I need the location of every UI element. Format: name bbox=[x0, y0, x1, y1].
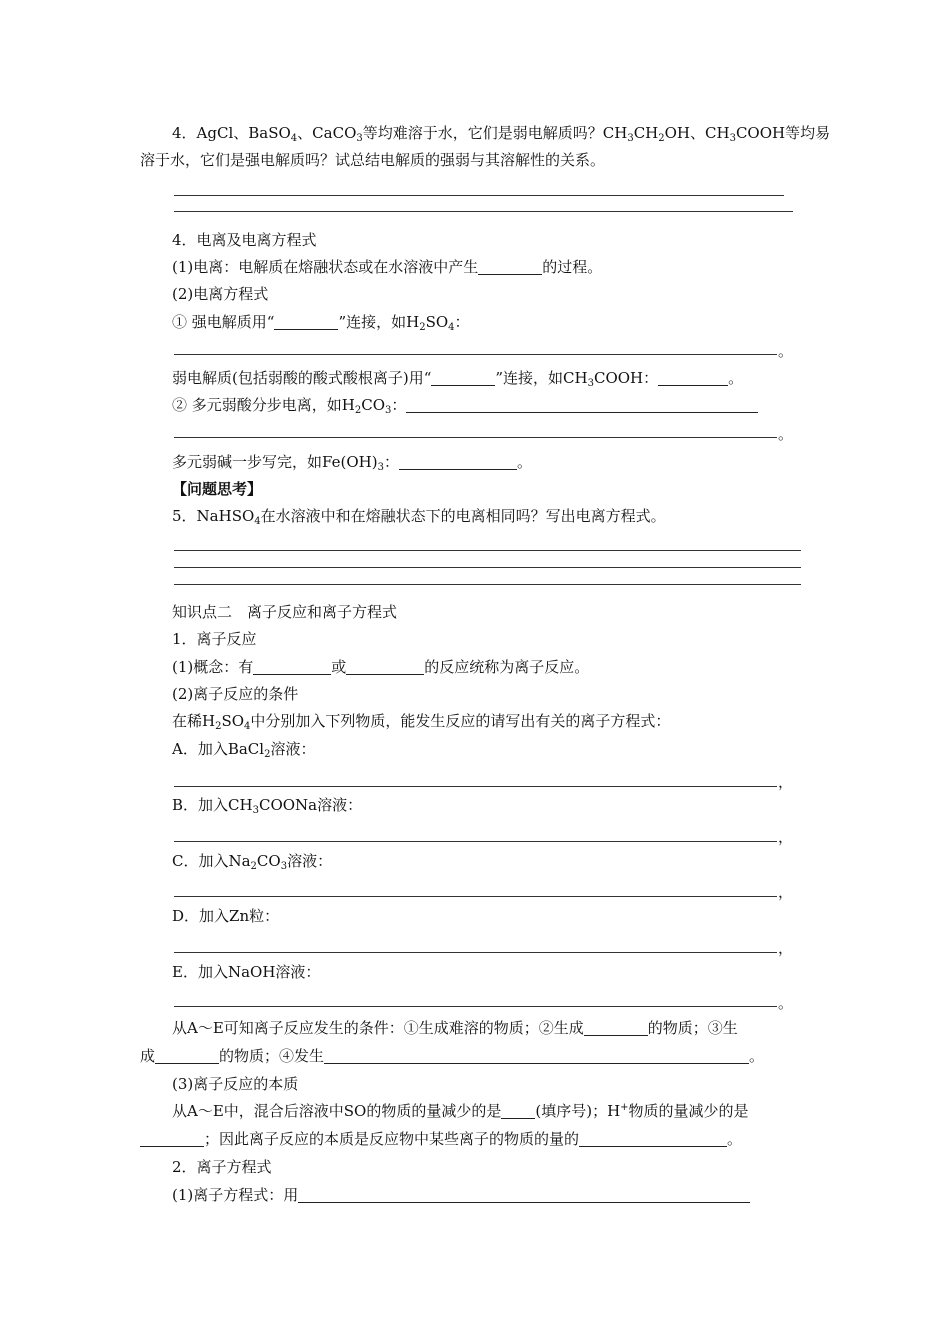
subscript: 4 bbox=[448, 322, 455, 333]
text: 、CaCO bbox=[297, 124, 357, 142]
answer-line[interactable] bbox=[174, 550, 801, 551]
strong-electrolyte-line bbox=[172, 312, 470, 332]
text: COOH等均易 bbox=[735, 124, 831, 142]
text: OH、CH bbox=[664, 124, 730, 142]
polybase-line bbox=[172, 452, 532, 472]
essence-heading: (3)离子反应的本质 bbox=[172, 1075, 299, 1093]
answer-line[interactable] bbox=[174, 1006, 777, 1007]
polyprotic-acid-line bbox=[172, 395, 758, 415]
essence-line-1 bbox=[172, 1101, 749, 1121]
subscript: 2 bbox=[250, 861, 257, 872]
text: COOH： bbox=[593, 369, 659, 387]
subscript: 3 bbox=[587, 378, 594, 389]
conditions-intro bbox=[172, 711, 670, 731]
subscript: 2 bbox=[354, 405, 362, 416]
question-5 bbox=[172, 506, 666, 526]
text: CO bbox=[361, 396, 386, 414]
question-4-line-2: 溶于水，它们是强电解质吗？试总结电解质的强弱与其溶解性的关系。 bbox=[140, 151, 606, 169]
comma-mark: ， bbox=[778, 939, 794, 957]
text: 从A～E中，混合后溶液中SO的物质的量减少的是 bbox=[172, 1102, 502, 1120]
subscript: 2 bbox=[658, 133, 665, 144]
subscript: 3 bbox=[627, 133, 634, 144]
answer-line[interactable] bbox=[174, 896, 777, 897]
answer-line[interactable] bbox=[174, 841, 777, 842]
text: (填序号)；H bbox=[535, 1102, 621, 1120]
text: 多元弱碱一步写完，如Fe(OH) bbox=[172, 453, 378, 471]
answer-line[interactable] bbox=[174, 567, 801, 568]
subscript: 3 bbox=[729, 133, 736, 144]
subsection-heading: 2．离子方程式 bbox=[172, 1158, 272, 1176]
text: ① 强电解质用“ bbox=[172, 313, 275, 331]
text: 在稀H bbox=[172, 712, 216, 730]
text: 成 bbox=[140, 1047, 156, 1065]
section-heading: 4．电离及电离方程式 bbox=[172, 231, 317, 249]
period-mark: 。 bbox=[778, 994, 794, 1012]
subscript: 4 bbox=[254, 516, 261, 527]
text: (1)电离：电解质在熔融状态或在水溶液中产生 bbox=[172, 258, 479, 276]
superscript: + bbox=[620, 1102, 629, 1113]
text: COONa溶液： bbox=[258, 796, 363, 814]
fill-blank[interactable] bbox=[658, 371, 728, 386]
fill-blank[interactable] bbox=[253, 660, 331, 675]
item-a bbox=[172, 739, 315, 759]
fill-blank[interactable] bbox=[431, 371, 495, 386]
fill-blank[interactable] bbox=[298, 1188, 750, 1203]
text: 从A～E可知离子反应发生的条件：①生成难溶的物质；②生成 bbox=[172, 1019, 584, 1037]
ionic-equation-line bbox=[172, 1185, 750, 1205]
question-think-title: 【问题思考】 bbox=[172, 480, 263, 498]
item-b bbox=[172, 795, 362, 815]
text: ；因此离子反应的本质是反应物中某些离子的物质的量的 bbox=[204, 1130, 580, 1148]
fill-blank[interactable] bbox=[140, 1132, 204, 1147]
text: 的反应统称为离子反应。 bbox=[424, 658, 590, 676]
weak-electrolyte-line bbox=[172, 368, 743, 388]
fill-blank[interactable] bbox=[579, 1132, 727, 1147]
text: 中分别加入下列物质，能发生反应的请写出有关的离子方程式： bbox=[250, 712, 671, 730]
conclusion-line-1 bbox=[172, 1018, 738, 1038]
subscript: 2 bbox=[215, 721, 222, 732]
text: 弱电解质(包括弱酸的酸式酸根离子)用“ bbox=[172, 369, 432, 387]
subscript: 2 bbox=[264, 749, 271, 760]
text: SO bbox=[221, 712, 245, 730]
answer-line[interactable] bbox=[174, 211, 793, 212]
answer-line[interactable] bbox=[174, 437, 777, 438]
equation-heading: (2)电离方程式 bbox=[172, 285, 269, 303]
text: CH bbox=[633, 124, 659, 142]
text: ： bbox=[383, 453, 399, 471]
fill-blank[interactable] bbox=[324, 1049, 749, 1064]
fill-blank[interactable] bbox=[406, 398, 758, 413]
comma-mark: ， bbox=[778, 773, 794, 791]
text: C．加入Na bbox=[172, 852, 251, 870]
text: 或 bbox=[331, 658, 347, 676]
answer-line[interactable] bbox=[174, 354, 777, 355]
text: 5．NaHSO bbox=[172, 507, 255, 525]
text: ② 多元弱酸分步电离，如H bbox=[172, 396, 355, 414]
item-c bbox=[172, 851, 332, 871]
knowledge-point-heading: 知识点二 离子反应和离子方程式 bbox=[172, 603, 398, 621]
question-number: 4． bbox=[172, 124, 197, 142]
subscript: 3 bbox=[377, 462, 384, 473]
subscript: 3 bbox=[356, 133, 363, 144]
text: ： bbox=[391, 396, 407, 414]
text: 。 bbox=[749, 1047, 765, 1065]
text: (1)离子方程式：用 bbox=[172, 1186, 299, 1204]
text: AgCl、BaSO bbox=[196, 124, 291, 142]
fill-blank[interactable] bbox=[346, 660, 424, 675]
fill-blank[interactable] bbox=[274, 315, 338, 330]
answer-line[interactable] bbox=[174, 195, 784, 196]
period-mark: 。 bbox=[778, 342, 794, 360]
subscript: 4 bbox=[290, 133, 298, 144]
comma-mark: ， bbox=[778, 883, 794, 901]
subscript: 2 bbox=[419, 322, 426, 333]
answer-line[interactable] bbox=[174, 786, 777, 787]
text: 。 bbox=[727, 1130, 743, 1148]
text: 等均难溶于水，它们是弱电解质吗？CH bbox=[362, 124, 628, 142]
text: 溶液： bbox=[270, 740, 316, 758]
text: 的物质；④发生 bbox=[219, 1047, 325, 1065]
answer-line[interactable] bbox=[174, 952, 777, 953]
fill-blank[interactable] bbox=[501, 1104, 535, 1119]
text: 的过程。 bbox=[542, 258, 603, 276]
essence-line-2 bbox=[140, 1129, 742, 1149]
text: 溶液： bbox=[287, 852, 333, 870]
subscript: 4 bbox=[244, 721, 251, 732]
fill-blank[interactable] bbox=[584, 1021, 648, 1036]
fill-blank[interactable] bbox=[478, 260, 542, 275]
text: ： bbox=[454, 313, 470, 331]
text: 物质的量减少的是 bbox=[628, 1102, 749, 1120]
text: A．加入BaCl bbox=[172, 740, 265, 758]
item-d: D．加入Zn粒： bbox=[172, 907, 280, 925]
text: CO bbox=[256, 852, 281, 870]
text: 。 bbox=[516, 453, 532, 471]
subscript: 3 bbox=[385, 405, 392, 416]
subscript: 3 bbox=[252, 805, 259, 816]
ionization-definition bbox=[172, 257, 602, 277]
fill-blank[interactable] bbox=[399, 455, 517, 470]
subscript: 3 bbox=[280, 861, 288, 872]
text: 在水溶液中和在熔融状态下的电离相同吗？写出电离方程式。 bbox=[260, 507, 666, 525]
text: 。 bbox=[728, 369, 744, 387]
text: B．加入CH bbox=[172, 796, 253, 814]
comma-mark: ， bbox=[778, 828, 794, 846]
question-4-line-1 bbox=[172, 123, 830, 143]
text: ”连接，如CH bbox=[495, 369, 588, 387]
text: ”连接，如H bbox=[338, 313, 420, 331]
concept-line bbox=[172, 657, 589, 677]
subsection-heading: 1．离子反应 bbox=[172, 630, 257, 648]
fill-blank[interactable] bbox=[155, 1049, 219, 1064]
conclusion-line-2 bbox=[140, 1046, 764, 1066]
period-mark: 。 bbox=[778, 425, 794, 443]
text: 的物质；③生 bbox=[647, 1019, 738, 1037]
answer-line[interactable] bbox=[174, 584, 801, 585]
text: (1)概念：有 bbox=[172, 658, 254, 676]
text: SO bbox=[425, 313, 449, 331]
item-e: E．加入NaOH溶液： bbox=[172, 963, 321, 981]
conditions-heading: (2)离子反应的条件 bbox=[172, 685, 299, 703]
